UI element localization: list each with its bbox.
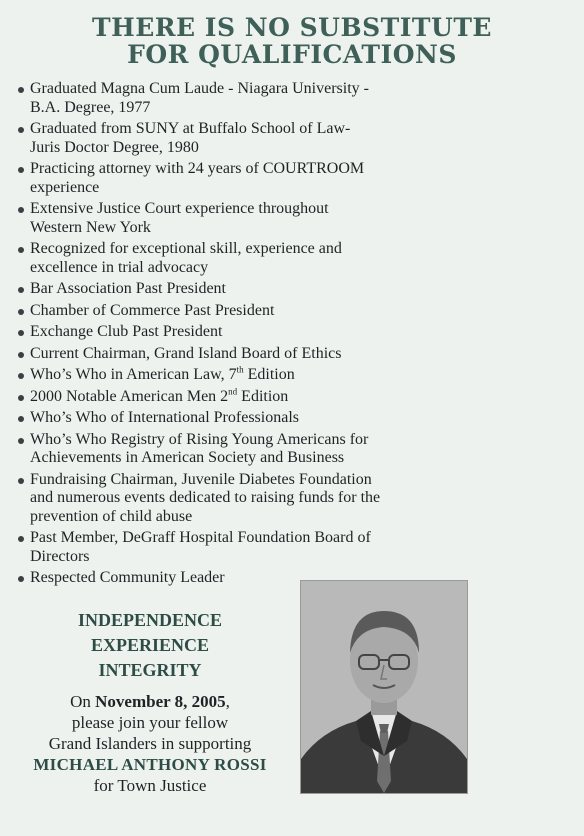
ordinal-suffix: th [236,364,244,375]
qualification-line: Current Chairman, Grand Island Board of Ethics [30,344,342,362]
qualification-item [18,431,466,468]
closing-message [10,608,290,796]
qualification-item [18,345,466,364]
qualification-line: and numerous events dedicated to raising funds for the [30,489,381,506]
qualification-item [18,471,466,527]
qualification-line: Graduated from SUNY at Buffalo School of Law- [30,120,351,137]
qualification-line: experience [30,178,100,196]
qualification-text [30,200,466,237]
qualification-text [30,431,466,468]
qualification-line-end: Edition [237,387,289,405]
headline-line-2: FOR QUALIFICATIONS [127,40,457,69]
qualification-line: Exchange Club Past President [30,323,223,340]
qualification-line: prevention of child abuse [30,507,193,525]
qualification-text [30,388,466,407]
bullet-icon [18,416,24,422]
ordinal-suffix: nd [228,386,238,397]
qualification-text [30,302,466,321]
qualification-line: Extensive Justice Court experience throughout [30,200,329,217]
qualification-line: Western New York [30,218,151,236]
qualification-line: Past Member, DeGraff Hospital Foundation Board of [30,529,371,546]
qualification-item [18,323,466,342]
qualification-item [18,366,466,385]
qualification-item [18,409,466,428]
qualification-item [18,80,466,117]
election-date: November 8, 2005 [95,692,226,711]
qualification-text [30,160,466,197]
bullet-icon [18,438,24,444]
qualification-line: Who’s Who in American Law, 7 [30,366,237,383]
bullet-icon [18,247,24,253]
qualification-line: Achievements in American Society and Business [30,449,345,466]
qualification-line: Who’s Who Registry of Rising Young Americans for [30,430,369,448]
qualification-item [18,388,466,407]
qualification-line-end: Edition [243,366,295,383]
qualification-text [30,345,466,364]
qualification-text [30,366,466,385]
bullet-icon [18,352,24,358]
keywords [10,608,290,683]
bullet-icon [18,373,24,379]
qualification-item [18,240,466,277]
qualification-text [30,120,466,157]
support-line: Grand Islanders in supporting [48,734,252,753]
bullet-icon [18,536,24,542]
headline-line-1: THERE IS NO SUBSTITUTE [91,13,492,42]
qualification-text [30,529,466,566]
qualification-item [18,120,466,157]
bullet-icon [18,395,24,401]
qualification-line: Who’s Who of International Professionals [30,409,299,426]
qualification-line: Directors [30,547,90,565]
candidate-name: MICHAEL ANTHONY ROSSI [33,755,267,774]
qualification-text [30,409,466,428]
qualification-line: Graduated Magna Cum Laude - Niagara University - [30,80,369,97]
bullet-icon [18,287,24,293]
qualification-line: Juris Doctor Degree, 1980 [30,138,199,156]
date-prefix: On [70,692,96,711]
qualification-line: Practicing attorney with 24 years of COURTROOM [30,160,365,177]
qualification-item [18,160,466,197]
election-date-line [10,691,290,712]
qualification-item [18,200,466,237]
candidate-portrait [300,580,468,794]
qualification-text [30,280,466,299]
keyword-experience: EXPERIENCE [90,635,210,655]
qualification-item [18,529,466,566]
invitation-line: please join your fellow [71,713,229,732]
bullet-icon [18,127,24,133]
bullet-icon [18,87,24,93]
bullet-icon [18,330,24,336]
headline [0,14,584,68]
qualification-line: Fundraising Chairman, Juvenile Diabetes Foundation [30,470,372,488]
bullet-icon [18,478,24,484]
qualifications-list [18,80,466,591]
qualification-item [18,302,466,321]
bullet-icon [18,167,24,173]
qualification-text [30,80,466,117]
qualification-line: B.A. Degree, 1977 [30,98,151,116]
keyword-independence: INDEPENDENCE [77,610,223,630]
keyword-integrity: INTEGRITY [98,660,202,680]
qualification-line: Respected Community Leader [30,569,225,586]
qualification-line: 2000 Notable American Men 2 [30,387,229,405]
office-line: for Town Justice [93,776,207,795]
qualification-line: excellence in trial advocacy [30,258,209,276]
qualification-line: Chamber of Commerce Past President [30,301,275,319]
qualification-line: Recognized for exceptional skill, experience and [30,240,342,257]
qualification-line: Bar Association Past President [30,280,226,297]
bullet-icon [18,309,24,315]
date-suffix: , [225,692,230,711]
qualification-item [18,280,466,299]
qualification-text [30,240,466,277]
bullet-icon [18,576,24,582]
bullet-icon [18,207,24,213]
portrait-illustration [301,581,467,793]
qualification-text [30,323,466,342]
qualification-text [30,471,466,527]
